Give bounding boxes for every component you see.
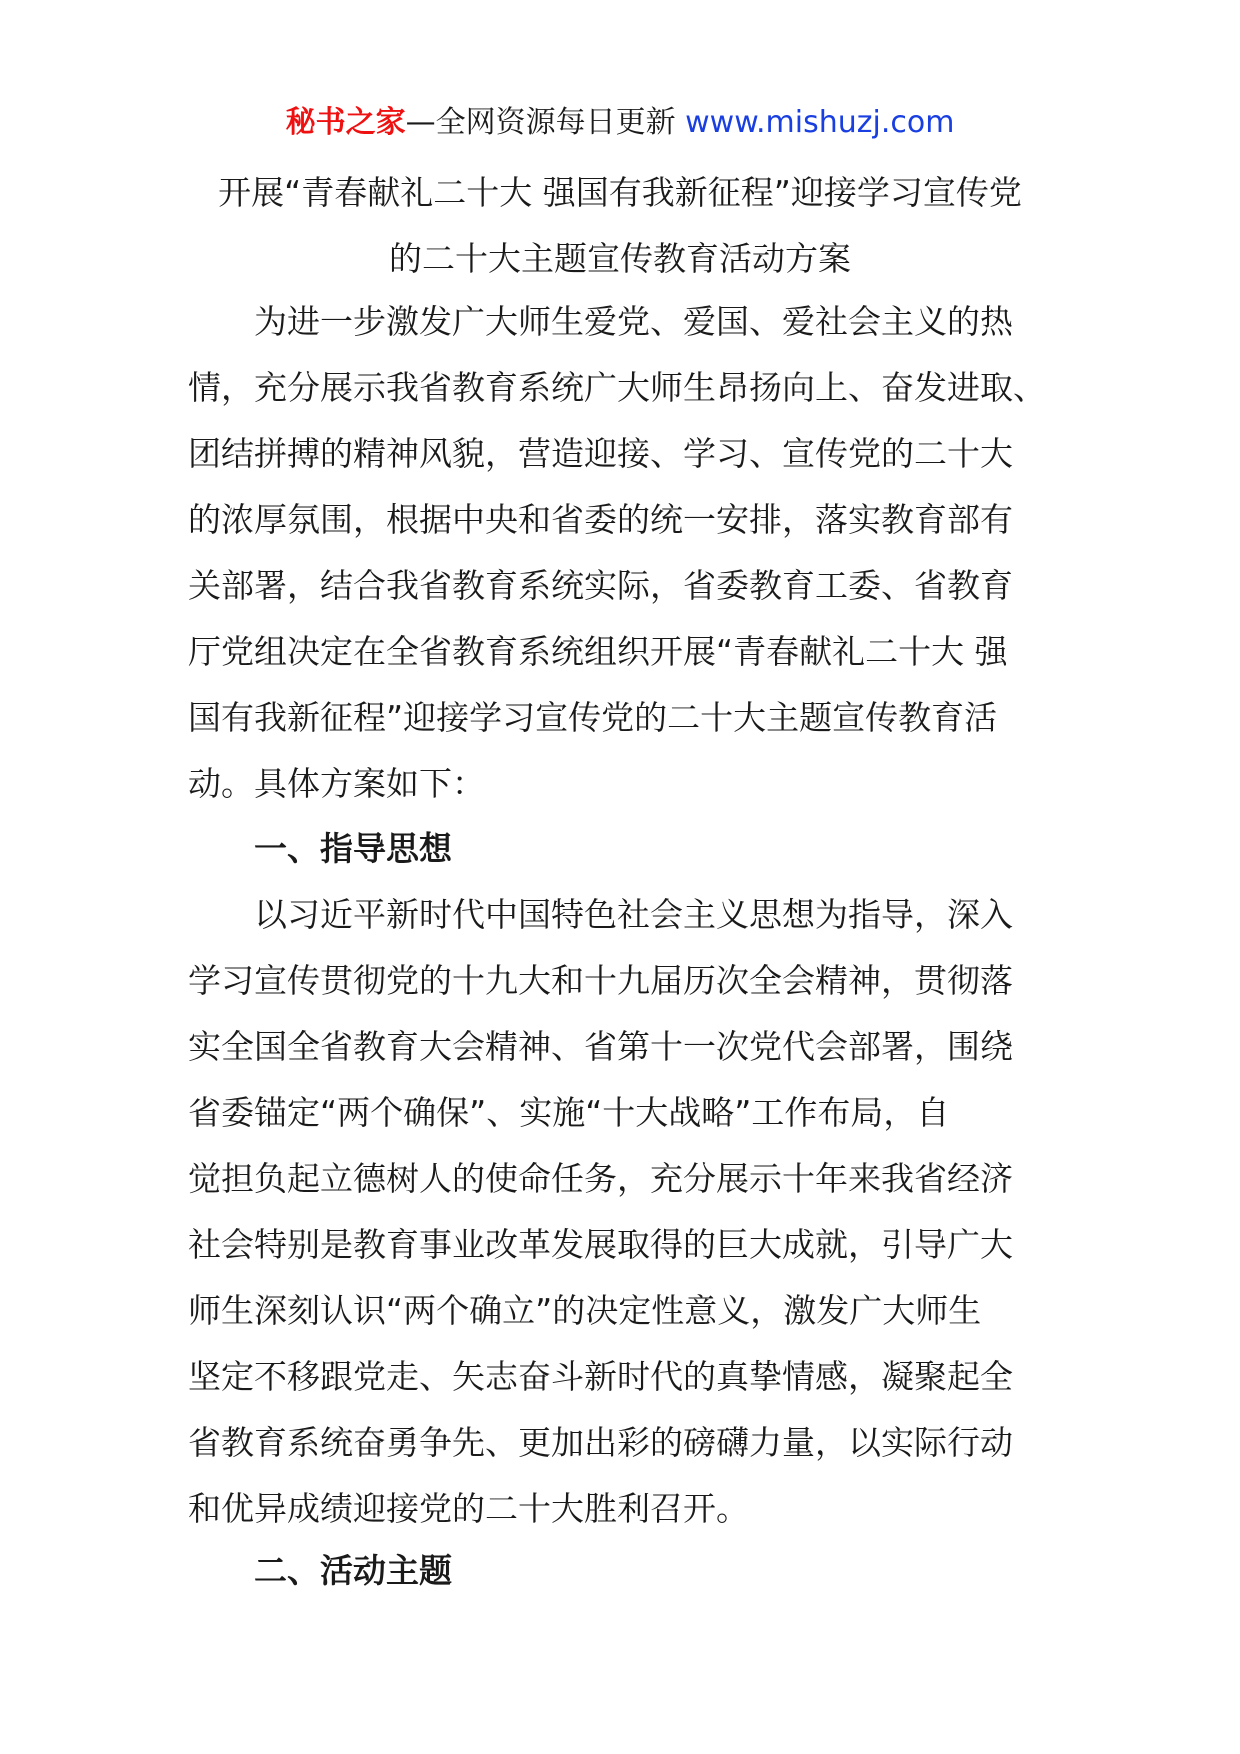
paragraph-line: 社会特别是教育事业改革发展取得的巨大成就，引导广大 <box>188 1225 1013 1264</box>
section-heading-2 <box>188 1538 1058 1604</box>
header-tagline: —全网资源每日更新 <box>405 105 676 140</box>
site-header <box>0 98 1240 148</box>
paragraph-line: 师生深刻认识“两个确立”的决定性意义，激发广大师生 <box>188 1291 982 1330</box>
document-title <box>180 160 1060 292</box>
paragraph-line: 省委锚定“两个确保”、实施“十大战略”工作布局，自 <box>188 1093 950 1132</box>
paragraph-line: 实全国全省教育大会精神、省第十一次党代会部署，围绕 <box>188 1027 1013 1066</box>
paragraph-line: 为进一步激发广大师生爱党、爱国、爱社会主义的热 <box>254 302 1013 341</box>
paragraph-line: 情，充分展示我省教育系统广大师生昂扬向上、奋发进取、 <box>188 368 1046 407</box>
brand-name: 秘书之家 <box>285 105 406 140</box>
paragraph-line: 以习近平新时代中国特色社会主义思想为指导，深入 <box>254 895 1013 934</box>
paragraph-line: 关部署，结合我省教育系统实际，省委教育工委、省教育 <box>188 566 1013 605</box>
paragraph-line: 动。具体方案如下： <box>188 764 485 803</box>
paragraph-line: 团结拼搏的精神风貌，营造迎接、学习、宣传党的二十大 <box>188 434 1013 473</box>
paragraph-line: 和优异成绩迎接党的二十大胜利召开。 <box>188 1489 749 1528</box>
paragraph-line: 的浓厚氛围，根据中央和省委的统一安排，落实教育部有 <box>188 500 1013 539</box>
title-line-2: 的二十大主题宣传教育活动方案 <box>389 239 851 278</box>
guiding-thought-paragraph <box>188 882 1058 1542</box>
title-line-1: 开展“青春献礼二十大 强国有我新征程”迎接学习宣传党 <box>218 173 1022 212</box>
section-2-heading: 二、活动主题 <box>254 1551 452 1590</box>
paragraph-line: 坚定不移跟党走、矢志奋斗新时代的真挚情感，凝聚起全 <box>188 1357 1013 1396</box>
intro-paragraph <box>188 289 1058 817</box>
section-heading-1 <box>188 816 1058 882</box>
paragraph-line: 国有我新征程”迎接学习宣传党的二十大主题宣传教育活 <box>188 698 998 737</box>
site-url-link[interactable]: www.mishuzj.com <box>685 105 955 140</box>
section-1-heading: 一、指导思想 <box>254 829 452 868</box>
paragraph-line: 学习宣传贯彻党的十九大和十九届历次全会精神，贯彻落 <box>188 961 1013 1000</box>
paragraph-line: 厅党组决定在全省教育系统组织开展“青春献礼二十大 强 <box>188 632 1008 671</box>
paragraph-line: 省教育系统奋勇争先、更加出彩的磅礴力量，以实际行动 <box>188 1423 1013 1462</box>
paragraph-line: 觉担负起立德树人的使命任务，充分展示十年来我省经济 <box>188 1159 1013 1198</box>
